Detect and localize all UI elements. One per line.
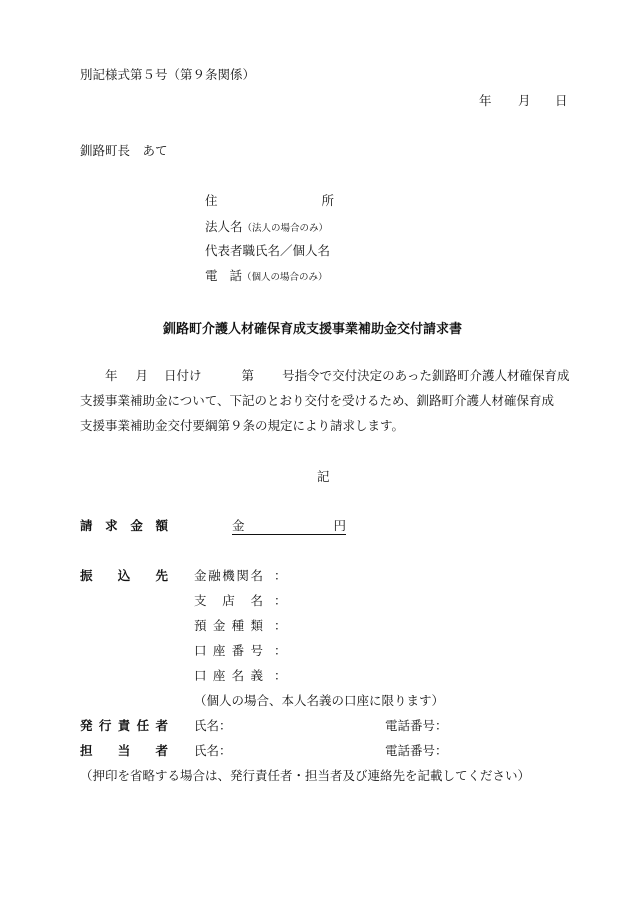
- footnote: （押印を省略する場合は、発行責任者・担当者及び連絡先を記載してください）: [80, 768, 531, 783]
- date-year-label: 年: [479, 93, 492, 108]
- addressee: 釧路町長 あて: [80, 143, 168, 158]
- representative-label: 代表者職氏名／個人名: [205, 243, 331, 258]
- contact-name-label: 氏名：: [194, 743, 232, 758]
- issuer-label: 発 行 責 任 者: [80, 718, 168, 733]
- address-label: 住 所: [205, 193, 334, 208]
- body-line-3: 支援事業補助金交付要綱第９条の規定により請求します。: [80, 418, 405, 433]
- account-holder-label: 口 座 名 義: [194, 668, 263, 683]
- account-note: （個人の場合、本人名義の口座に限ります）: [194, 693, 445, 708]
- transfer-label: 振 込 先: [80, 568, 168, 583]
- body-line-2: 支援事業補助金について、下記のとおり交付を受けるため、釧路町介護人材確保育成: [80, 393, 555, 408]
- corp-name-label: 法人名（法人の場合のみ）: [205, 219, 329, 234]
- account-number-label: 口 座 番 号: [194, 643, 263, 658]
- ki-marker: 記: [317, 469, 330, 484]
- contact-label: 担 当 者: [80, 743, 168, 758]
- account-type-colon: ：: [274, 618, 287, 633]
- form-number: 別記様式第５号（第９条関係）: [80, 67, 256, 82]
- account-holder-colon: ：: [274, 668, 287, 683]
- bank-name-label: 金 融 機 関 名: [194, 568, 263, 583]
- corp-name-note: （法人の場合のみ）: [242, 223, 329, 234]
- account-type-label: 預 金 種 類: [194, 618, 263, 633]
- account-number-colon: ：: [274, 643, 287, 658]
- bank-name-colon: ：: [274, 568, 287, 583]
- contact-phone-label: 電話番号：: [385, 743, 448, 758]
- request-amount-field: 金 円: [232, 518, 346, 533]
- phone-label: 電 話（個人の場合のみ）: [205, 268, 328, 283]
- date-day-label: 日: [555, 93, 568, 108]
- issuer-phone-label: 電話番号：: [385, 718, 448, 733]
- request-amount-label: 請 求 金 額: [80, 518, 168, 533]
- branch-name-colon: ：: [274, 593, 287, 608]
- date-month-label: 月: [518, 93, 531, 108]
- document-title: 釧路町介護人材確保育成支援事業補助金交付請求書: [163, 322, 463, 337]
- branch-name-label: 支 店 名: [194, 593, 263, 608]
- issuer-name-label: 氏名：: [194, 718, 232, 733]
- body-line-1: 年 月 日付け 第 号指令で交付決定のあった釧路町介護人材確保育成: [105, 368, 570, 383]
- phone-note: （個人の場合のみ）: [242, 272, 328, 283]
